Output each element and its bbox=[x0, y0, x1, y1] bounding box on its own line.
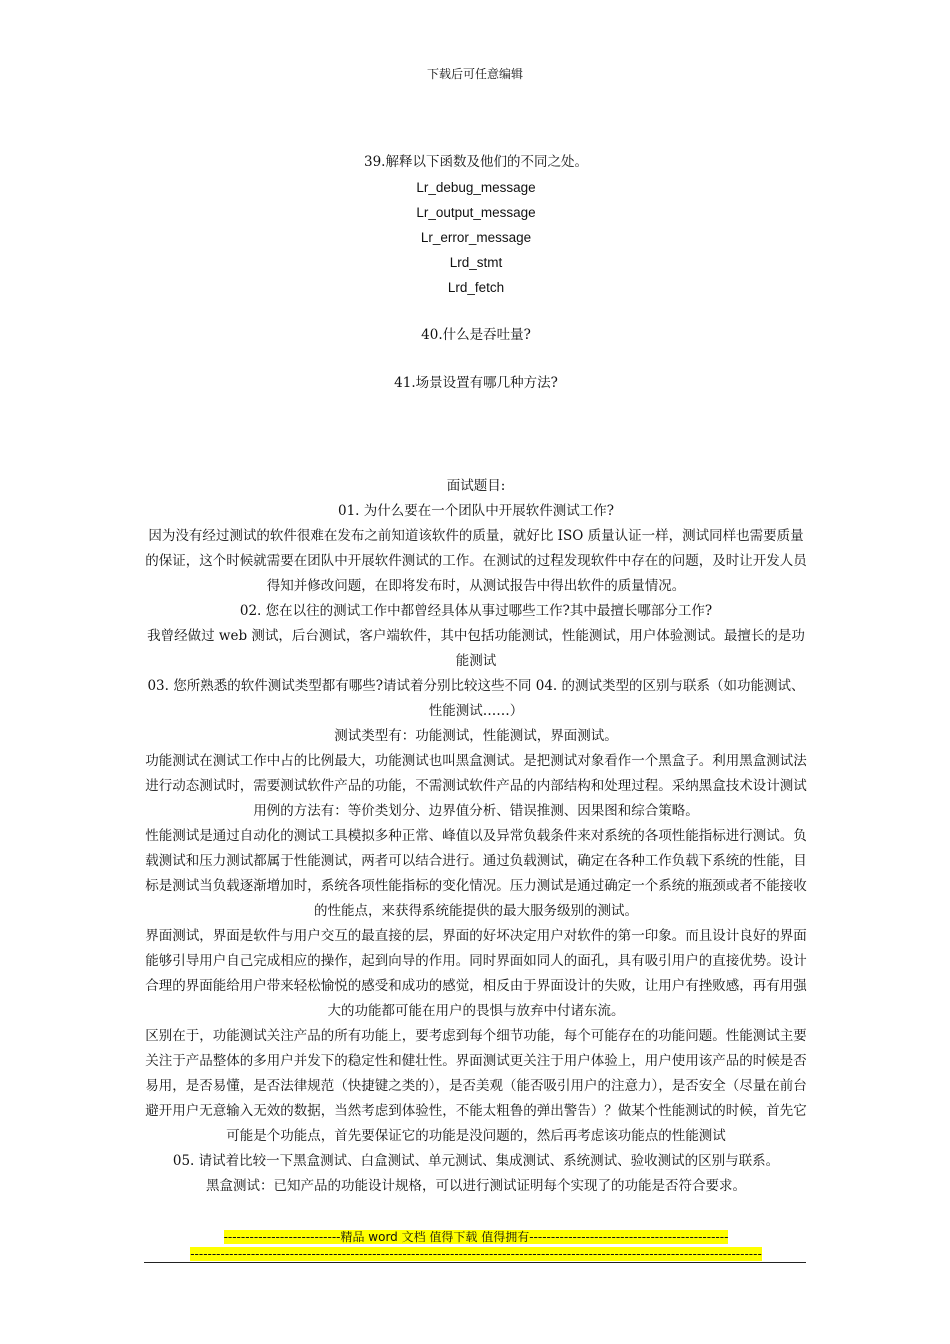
answer-03-intro: 测试类型有：功能测试，性能测试，界面测试。 bbox=[334, 728, 618, 744]
answer-02: 我曾经做过 web 测试，后台测试，客户端软件，其中包括功能测试，性能测试，用户体验测试。最擅长的是功能测试 bbox=[147, 628, 805, 669]
question-05: 05. 请试着比较一下黑盒测试、白盒测试、单元测试、集成测试、系统测试、验收测试的区别与联系。 bbox=[172, 1153, 780, 1169]
function-item: Lrd_fetch bbox=[447, 280, 505, 295]
functional-testing-paragraph: 功能测试在测试工作中占的比例最大，功能测试也叫黑盒测试。是把测试对象看作一个黑盒子。利用黑盒测试法进行动态测试时，需要测试软件产品的功能，不需测试软件产品的内部结构和处理过程。采纳黑盒技术设计测试用例的方法有：等价类划分、边界值分析、错误推测、因果图和综合策略。 bbox=[145, 753, 807, 819]
function-item: Lr_output_message bbox=[416, 205, 536, 220]
question-39: 39.解释以下函数及他们的不同之处。 bbox=[364, 154, 588, 170]
black-box-paragraph: 黑盒测试：已知产品的功能设计规格，可以进行测试证明每个实现了的功能是否符合要求。 bbox=[206, 1178, 746, 1194]
question-01: 01. 为什么要在一个团队中开展软件测试工作? bbox=[338, 503, 614, 519]
ui-testing-paragraph: 界面测试，界面是软件与用户交互的最直接的层，界面的好坏决定用户对软件的第一印象。而且设计良好的界面能够引导用户自己完成相应的操作，起到向导的作用。同时界面如同人的面孔，具有吸引用户的直接优势。设计合理的界面能给用户带来轻松愉悦的感受和成功的感觉，相反由于界面设计的失败，让用户有挫败感，再有用强大的功能都可能在用户的畏惧与放弃中付诸东流。 bbox=[145, 928, 807, 1019]
footer-banner bbox=[144, 1229, 808, 1263]
function-item: Lrd_stmt bbox=[449, 255, 503, 270]
question-41: 41.场景设置有哪几种方法? bbox=[394, 375, 558, 391]
interview-section bbox=[144, 474, 808, 1199]
question-02: 02. 您在以往的测试工作中都曾经具体从事过哪些工作?其中最擅长哪部分工作? bbox=[239, 603, 713, 619]
question-03: 03. 您所熟悉的软件测试类型都有哪些?请试着分别比较这些不同 04. 的测试类型的区别与联系（如功能测试、性能测试……） bbox=[147, 678, 805, 719]
answer-01: 因为没有经过测试的软件很难在发布之前知道该软件的质量，就好比 ISO 质量认证一样，测试同样也需要质量的保证，这个时候就需要在团队中开展软件测试的工作。在测试的过程发现软件中存在的问题，及时让开发人员得知并修改问题，在即将发布时，从测试报告中得出软件的质量情况。 bbox=[145, 528, 807, 594]
difference-paragraph: 区别在于，功能测试关注产品的所有功能上，要考虑到每个细节功能，每个可能存在的功能问题。性能测试主要关注于产品整体的多用户并发下的稳定性和健壮性。界面测试更关注于用户体验上，用户使用该产品的时候是否易用，是否易懂，是否法律规范（快捷键之类的），是否美观（能否吸引用户的注意力），是否安全（尽量在前台避开用户无意输入无效的数据，当然考虑到体验性，不能太粗鲁的弹出警告）？做某个性能测试的时候，首先它可能是个功能点，首先要保证它的功能是没问题的，然后再考虑该功能点的性能测试 bbox=[145, 1028, 807, 1144]
footer-divider bbox=[144, 1262, 806, 1263]
footer-banner-line: ---------------------------精品 word 文档 值得下载 值得拥有---------------------------------------------- bbox=[223, 1230, 729, 1244]
question-40: 40.什么是吞吐量? bbox=[421, 327, 531, 343]
function-item: Lr_error_message bbox=[420, 230, 532, 245]
page-header: 下载后可任意编辑 bbox=[426, 67, 523, 81]
top-questions bbox=[144, 150, 808, 396]
interview-heading: 面试题目: bbox=[446, 478, 506, 494]
performance-testing-paragraph: 性能测试是通过自动化的测试工具模拟多种正常、峰值以及异常负载条件来对系统的各项性能指标进行测试。负载测试和压力测试都属于性能测试，两者可以结合进行。通过负载测试，确定在各种工作负载下系统的性能，目标是测试当负载逐渐增加时，系统各项性能指标的变化情况。压力测试是通过确定一个系统的瓶颈或者不能接收的性能点，来获得系统能提供的最大服务级别的测试。 bbox=[145, 828, 807, 919]
function-item: Lr_debug_message bbox=[416, 180, 536, 195]
footer-banner-line: ------------------------------------------------------------------------------------------------------------------------------------ bbox=[190, 1247, 762, 1261]
